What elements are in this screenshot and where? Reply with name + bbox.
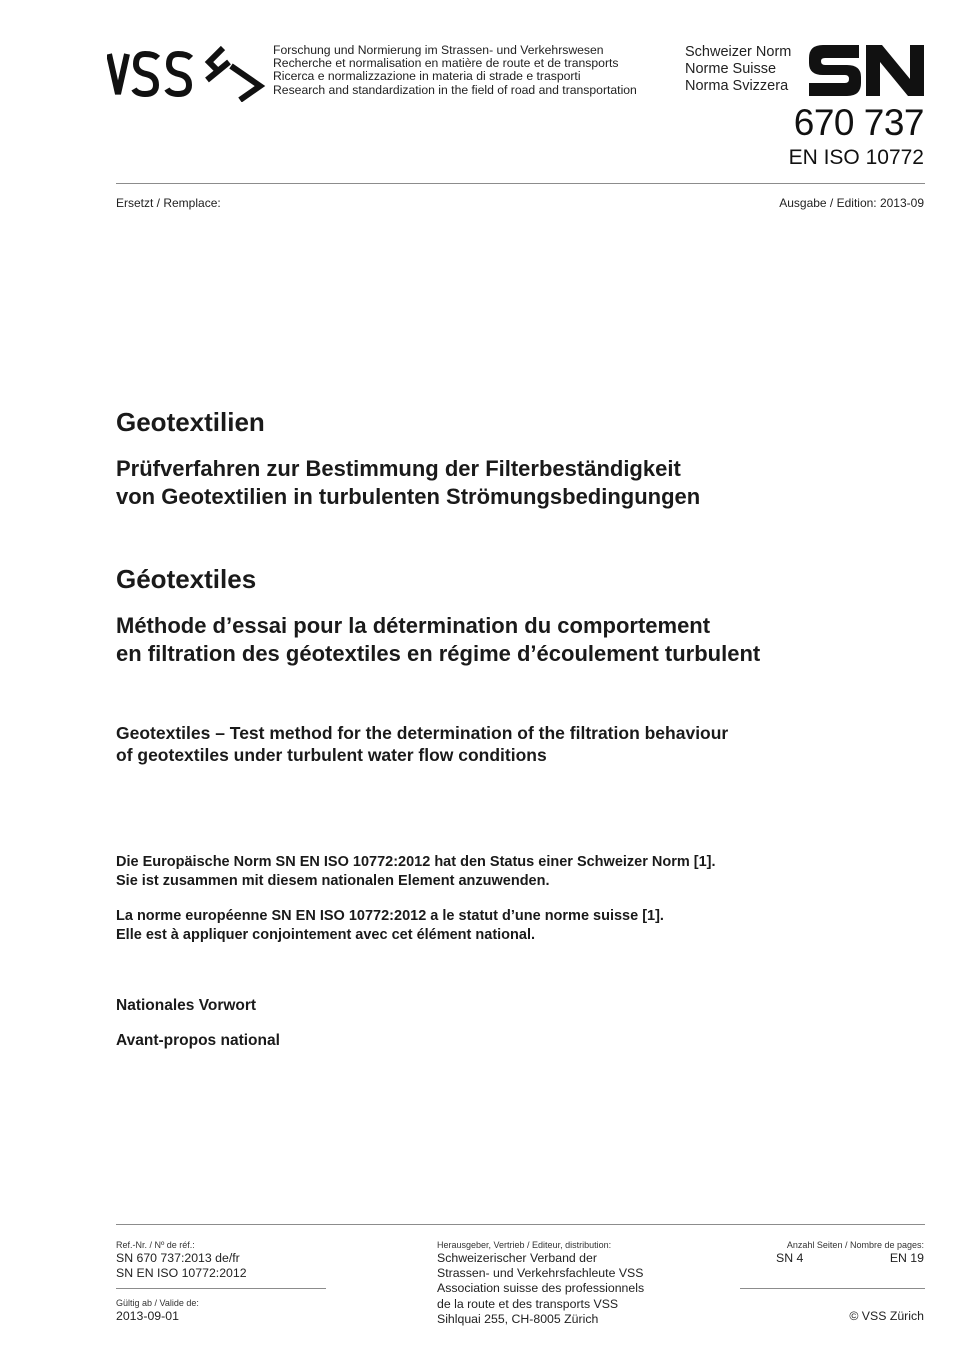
statement-de: [116, 853, 716, 890]
subtitle-de-line-1: Prüfverfahren zur Bestimmung der Filterbeständigkeit: [116, 456, 681, 481]
reference-line-2: SN EN ISO 10772:2012: [116, 1266, 247, 1281]
org-line-en: Research and standardization in the field of road and transportation: [273, 82, 637, 97]
statement-fr-line-2: Elle est à appliquer conjointement avec cet élément national.: [116, 926, 536, 943]
norm-label-it: Norma Svizzera: [685, 78, 789, 94]
subtitle-fr-line-2: en filtration des géotextiles en régime d’écoulement turbulent: [116, 641, 761, 666]
publisher-address: [437, 1251, 644, 1327]
subtitle-fr: [116, 612, 760, 668]
organization-description: [273, 44, 637, 97]
publisher-line-3: Association suisse des professionnels: [437, 1281, 645, 1296]
reference-numbers: [116, 1251, 247, 1281]
reference-label: Ref.-Nr. / Nº de réf.:: [116, 1240, 195, 1250]
page-count-label: Anzahl Seiten / Nombre de pages:: [786, 1240, 924, 1250]
valid-from-label: Gültig ab / Valide de:: [116, 1298, 199, 1308]
title-en: [116, 722, 728, 766]
edition-label: Ausgabe / Edition: 2013-09: [779, 196, 924, 210]
publisher-line-4: de la route et des transports VSS: [437, 1296, 619, 1311]
org-line-de: Forschung und Normierung im Strassen- und Verkehrswesen: [273, 43, 604, 57]
subtitle-de: [116, 455, 700, 511]
publisher-line-2: Strassen- und Verkehrsfachleute VSS: [437, 1266, 644, 1281]
org-line-it: Ricerca e normalizzazione in materia di strade e trasporti: [273, 69, 581, 84]
statement-de-line-1: Die Europäische Norm SN EN ISO 10772:2012 hat den Status einer Schweizer Norm [1].: [116, 854, 716, 870]
title-en-line-2: of geotextiles under turbulent water flow conditions: [116, 745, 547, 765]
page-count-divider: [740, 1288, 925, 1289]
publisher-label: Herausgeber, Vertrieb / Editeur, distribution:: [437, 1240, 612, 1250]
title-de: Geotextilien: [116, 407, 265, 437]
iso-number: EN ISO 10772: [788, 146, 924, 169]
norm-number: 670 737: [793, 102, 924, 143]
title-en-line-1: Geotextiles – Test method for the determination of the filtration behaviour: [116, 723, 729, 743]
statement-fr-line-1: La norme européenne SN EN ISO 10772:2012 a le statut d’une norme suisse [1].: [116, 908, 664, 924]
page-count-en: EN 19: [889, 1251, 924, 1265]
reference-divider: [116, 1288, 326, 1289]
subtitle-de-line-2: von Geotextilien in turbulenten Strömungsbedingungen: [116, 484, 701, 509]
statement-de-line-2: Sie ist zusammen mit diesem nationalen Element anzuwenden.: [116, 872, 550, 889]
statement-fr: [116, 907, 664, 944]
page-count-sn: SN 4: [776, 1251, 804, 1265]
replaces-label: Ersetzt / Remplace:: [116, 196, 221, 210]
footer-divider: [116, 1224, 925, 1225]
sn-logo: [809, 45, 924, 96]
reference-line-1: SN 670 737:2013 de/fr: [116, 1251, 240, 1265]
subtitle-fr-line-1: Méthode d’essai pour la détermination du comportement: [116, 613, 711, 638]
title-fr: Géotextiles: [116, 564, 257, 594]
header-divider: [116, 183, 925, 184]
norm-label-fr: Norme Suisse: [685, 61, 777, 77]
vss-logo: [107, 44, 267, 102]
foreword-heading-fr: Avant-propos national: [116, 1032, 280, 1049]
org-line-fr: Recherche et normalisation en matière de route et de transports: [273, 56, 619, 71]
foreword-heading-de: Nationales Vorwort: [116, 997, 257, 1014]
publisher-line-5: Sihlquai 255, CH-8005 Zürich: [437, 1311, 599, 1326]
norm-type-labels: [685, 44, 791, 95]
copyright: © VSS Zürich: [849, 1309, 924, 1323]
valid-from-date: 2013-09-01: [116, 1309, 179, 1323]
norm-label-de: Schweizer Norm: [685, 44, 792, 60]
publisher-line-1: Schweizerischer Verband der: [437, 1251, 597, 1265]
